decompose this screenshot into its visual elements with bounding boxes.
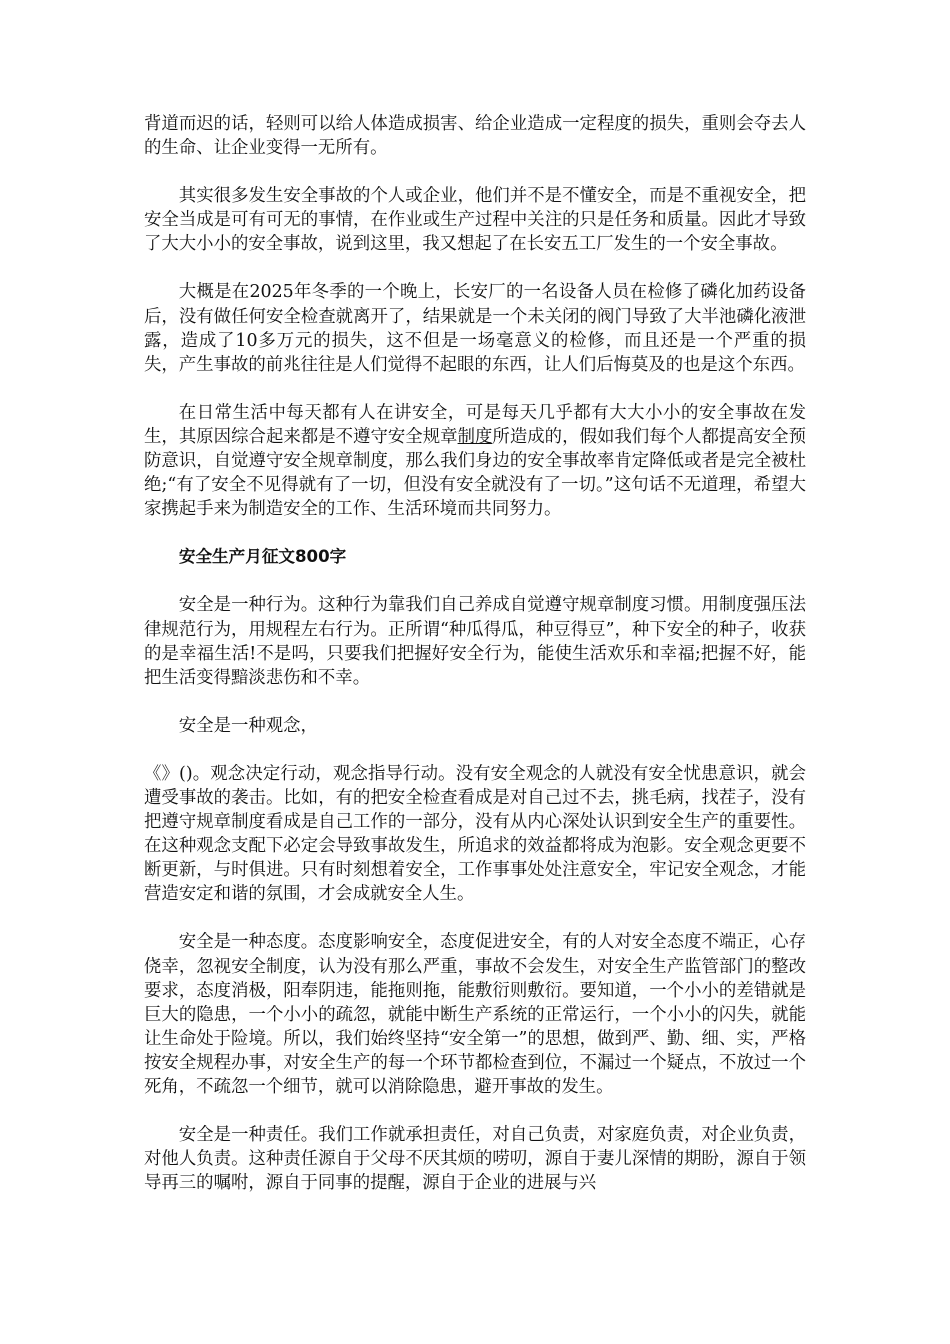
regulation-link[interactable]: 制度 [457, 426, 493, 447]
paragraph-4-text-before: 在日常生活中每天都有人在讲安全，可是每天几乎都有大大小小的安全事故在发生，其原因综合起来都是不遵守安全规章 [144, 402, 806, 447]
paragraph-4-text-after: 所造成的，假如我们每个人都提高安全预防意识，自觉遵守安全规章制度，那么我们身边的安全事故率肯定降低或者是完全被杜绝;“有了安全不见得就有了一切，但没有安全就没有了一切。”这句话不无道理，希望大家携起手来为制造安全的工作、生活环境而共同努力。 [144, 426, 806, 520]
paragraph-4 [144, 401, 806, 521]
paragraph-7: 《》()。观念决定行动，观念指导行动。没有安全观念的人就没有安全忧患意识，就会遭受事故的袭击。比如，有的把安全检查看成是对自己过不去，挑毛病，找茬子，没有把遵守规章制度看成是自己工作的一部分，没有从内心深处认识到安全生产的重要性。在这种观念支配下必定会导致事故发生，所追求的效益都将成为泡影。安全观念更要不断更新，与时俱进。只有时刻想着安全，工作事事处处注意安全，牢记安全观念，才能营造安定和谐的氛围，才会成就安全人生。 [144, 763, 806, 905]
section-heading: 安全生产月征文800字 [178, 547, 347, 567]
paragraph-5: 安全是一种行为。这种行为靠我们自己养成自觉遵守规章制度习惯。用制度强压法律规范行为，用规程左右行为。正所谓“种瓜得瓜，种豆得豆”，种下安全的种子，收获的是幸福生活!不是吗，只要我们把握好安全行为，能使生活欢乐和幸福;把握不好，能把生活变得黯淡悲伤和不幸。 [144, 595, 806, 688]
paragraph-2: 其实很多发生安全事故的个人或企业，他们并不是不懂安全，而是不重视安全，把安全当成是可有可无的事情，在作业或生产过程中关注的只是任务和质量。因此才导致了大大小小的安全事故，说到这里，我又想起了在长安五工厂发生的一个安全事故。 [144, 186, 806, 255]
paragraph-3: 大概是在2025年冬季的一个晚上，长安厂的一名设备人员在检修了磷化加药设备后，没有做任何安全检查就离开了，结果就是一个未关闭的阀门导致了大半池磷化液泄露，造成了10多万元的损失，这不但是一场毫意义的检修，而且还是一个严重的损失，产生事故的前兆往往是人们觉得不起眼的东西，让人们后悔莫及的也是这个东西。 [144, 282, 806, 375]
paragraph-8: 安全是一种态度。态度影响安全，态度促进安全，有的人对安全态度不端正，心存侥幸，忽视安全制度，认为没有那么严重，事故不会发生，对安全生产监管部门的整改要求，态度消极，阳奉阴违，能拖则拖，能敷衍则敷衍。要知道，一个小小的差错就是巨大的隐患，一个小小的疏忽，就能中断生产系统的正常运行，一个小小的闪失，就能让生命处于险境。所以，我们始终坚持“安全第一”的思想，做到严、勤、细、实，严格按安全规程办事，对安全生产的每一个环节都检查到位，不漏过一个疑点，不放过一个死角，不疏忽一个细节，就可以消除隐患，避开事故的发生。 [144, 932, 806, 1097]
paragraph-1: 背道而迟的话，轻则可以给人体造成损害、给企业造成一定程度的损失，重则会夺去人的生命、让企业变得一无所有。 [144, 114, 806, 159]
paragraph-9: 安全是一种责任。我们工作就承担责任，对自己负责，对家庭负责，对企业负责，对他人负责。这种责任源自于父母不厌其烦的唠叨，源自于妻儿深情的期盼，源自于领导再三的嘱咐，源自于同事的提醒，源自于企业的进展与兴 [144, 1125, 806, 1194]
document-page [144, 112, 806, 1219]
paragraph-6: 安全是一种观念， [178, 715, 318, 736]
